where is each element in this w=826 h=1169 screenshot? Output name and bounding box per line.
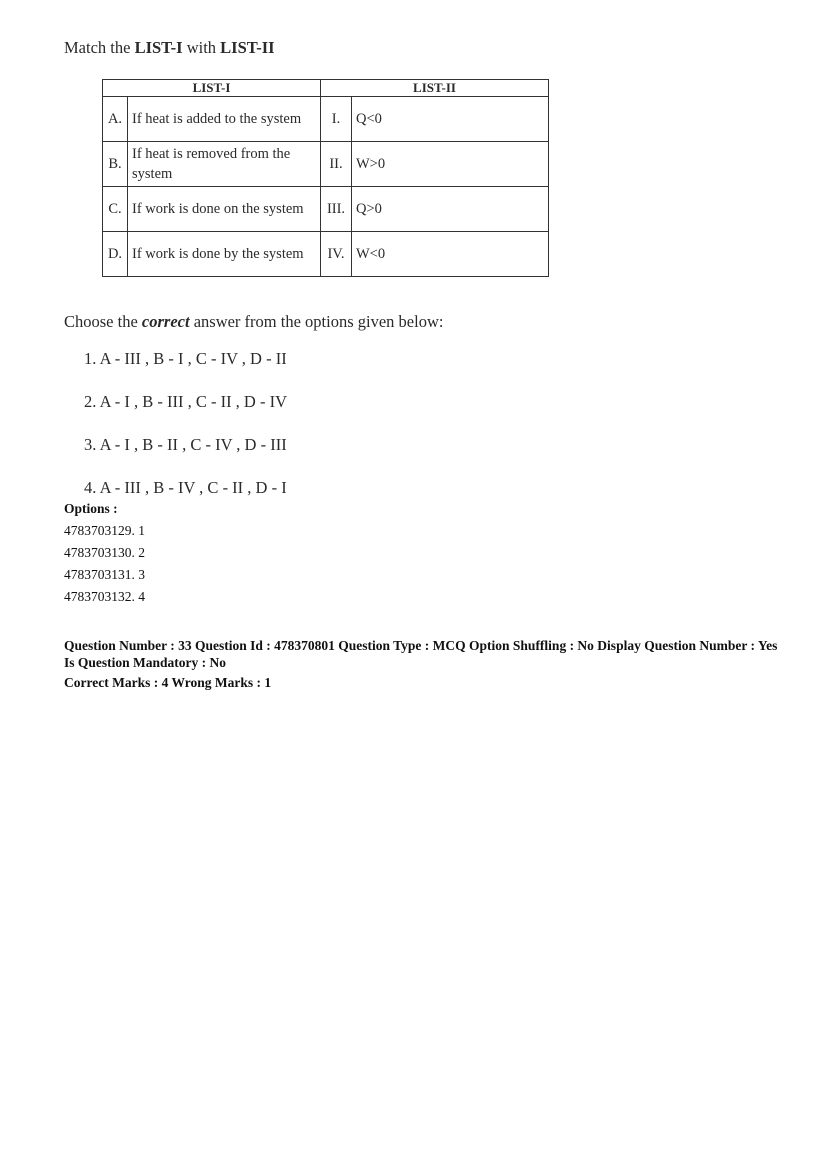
table-row — [103, 187, 549, 232]
row-roman: III. — [321, 187, 352, 232]
row-letter: A. — [103, 97, 128, 142]
choose-emphasis: correct — [141, 312, 190, 331]
answer-option: 3. A - I , B - II , C - IV , D - III — [84, 435, 287, 454]
answer-option: 2. A - I , B - III , C - II , D - IV — [84, 392, 288, 411]
row-letter: D. — [103, 232, 128, 277]
row-value: W>0 — [352, 142, 549, 187]
row-text: If heat is removed from the system — [128, 142, 321, 187]
answer-option: 4. A - III , B - IV , C - II , D - I — [84, 478, 287, 497]
marks-info: Correct Marks : 4 Wrong Marks : 1 — [64, 675, 272, 690]
row-roman: II. — [321, 142, 352, 187]
question-instruction — [64, 36, 584, 60]
table-header-row — [103, 80, 549, 97]
row-text: If work is done on the system — [128, 187, 321, 232]
answer-option: 1. A - III , B - I , C - IV , D - II — [84, 349, 287, 368]
row-text: If work is done by the system — [128, 232, 321, 277]
row-value: Q>0 — [352, 187, 549, 232]
answer-options-list — [84, 347, 287, 519]
option-id-item: 4783703131. 3 — [64, 567, 145, 582]
choose-suffix: answer from the options given below: — [189, 312, 444, 331]
row-value: W<0 — [352, 232, 549, 277]
row-text: If heat is added to the system — [128, 97, 321, 142]
instruction-list2: LIST-II — [220, 38, 275, 57]
options-id-list — [64, 522, 145, 610]
header-list2: LIST-II — [321, 80, 549, 97]
options-label: Options : — [64, 501, 118, 516]
row-value: Q<0 — [352, 97, 549, 142]
row-roman: I. — [321, 97, 352, 142]
header-list1: LIST-I — [103, 80, 321, 97]
choose-instruction — [64, 310, 443, 334]
option-id-item: 4783703132. 4 — [64, 589, 145, 604]
table-row — [103, 97, 549, 142]
question-image — [64, 36, 584, 497]
option-id-item: 4783703129. 1 — [64, 523, 145, 538]
row-letter: B. — [103, 142, 128, 187]
instruction-with: with — [182, 38, 221, 57]
row-letter: C. — [103, 187, 128, 232]
instruction-list1: LIST-I — [134, 38, 183, 57]
instruction-prefix: Match the — [64, 38, 135, 57]
option-id-item: 4783703130. 2 — [64, 545, 145, 560]
row-roman: IV. — [321, 232, 352, 277]
table-row — [103, 232, 549, 277]
table-row — [103, 142, 549, 187]
question-info: Question Number : 33 Question Id : 478370801 Question Type : MCQ Option Shuffling : No Display Question Number : Yes Is Question Mandatory : No — [64, 638, 778, 670]
choose-prefix: Choose the — [64, 312, 142, 331]
match-table — [102, 79, 549, 277]
